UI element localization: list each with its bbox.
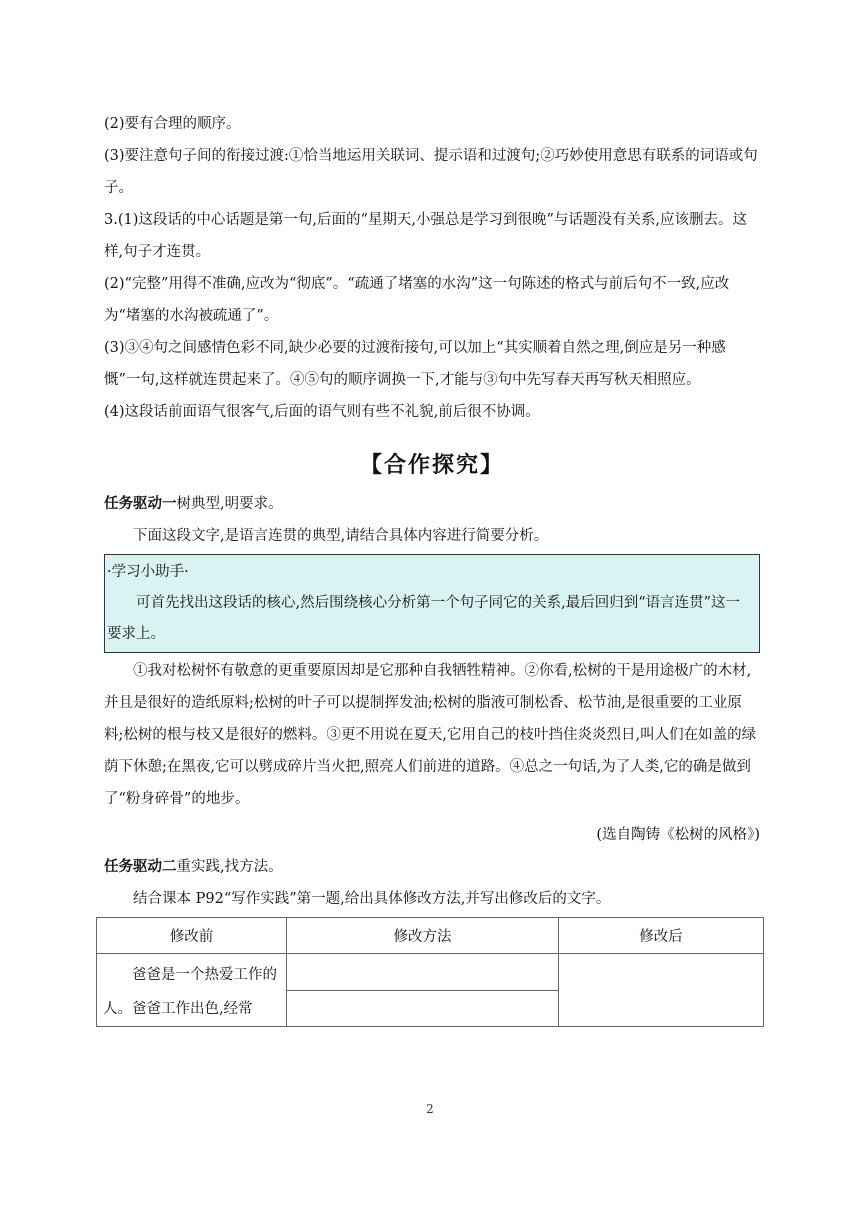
header-before: 修改前: [97, 918, 287, 954]
header-method: 修改方法: [287, 918, 559, 954]
helper-title: ·学习小助手·: [107, 564, 189, 580]
cell-method-2[interactable]: [287, 990, 559, 1027]
cell-method-1[interactable]: [287, 954, 559, 991]
table-row: [97, 954, 764, 991]
revision-table: [96, 917, 764, 1027]
page-content: [104, 108, 760, 1027]
passage-source: (选自陶铸《松树的风格》): [596, 827, 760, 843]
before-text: 爸爸是一个热爱工作的人。爸爸工作出色,经常: [103, 967, 277, 1017]
page-number: 2: [426, 1102, 434, 1116]
task2-label: 任务驱动二: [104, 859, 177, 875]
task2-heading: [104, 851, 760, 883]
answer-line: 3.(1)这段话的中心话题是第一句,后面的“星期天,小强总是学习到很晚”与话题没有关系,应该删去。这样,句子才连贯。: [104, 212, 748, 260]
answers-section: [104, 108, 760, 428]
table-header-row: [97, 918, 764, 954]
answer-line: (3)要注意句子间的衔接过渡:①恰当地运用关联词、提示语和过渡句;②巧妙使用意思有联系的词语或句子。: [104, 148, 758, 196]
answer-line: (2)“完整”用得不准确,应改为“彻底”。“疏通了堵塞的水沟”这一句陈述的格式与前后句不一致,应改为“堵塞的水沟被疏通了”。: [104, 276, 730, 324]
section-title: 【合作探究】: [359, 453, 504, 478]
cell-before: [97, 954, 287, 1027]
task1-heading: [104, 488, 760, 520]
task2-instruction: 结合课本 P92“写作实践”第一题,给出具体修改方法,并写出修改后的文字。: [133, 891, 611, 907]
answer-line: (2)要有合理的顺序。: [104, 116, 241, 132]
cell-after[interactable]: [559, 954, 764, 1027]
helper-text: 可首先找出这段话的核心,然后围绕核心分析第一个句子同它的关系,最后回归到“语言连贯”这一要求上。: [107, 595, 741, 642]
task1-text: 树典型,明要求。: [176, 496, 283, 512]
study-helper-box: [104, 554, 760, 653]
passage: ①我对松树怀有敬意的更重要原因却是它那种自我牺牲精神。②你看,松树的干是用途极广的木材,并且是很好的造纸原料;松树的叶子可以提制挥发油;松树的脂液可制松香、松节油,是很重要的工业原料;松树的根与枝又是很好的燃料。③更不用说在夏天,它用自己的枝叶挡住炎炎烈日,叫人们在如盖的绿荫下休憩;在黑夜,它可以劈成碎片当火把,照亮人们前进的道路。④总之一句话,为了人类,它的确是做到了“粉身碎骨”的地步。: [104, 663, 757, 807]
answer-line: (3)③④句之间感情色彩不同,缺少必要的过渡衔接句,可以加上“其实顺着自然之理,倒应是另一种感慨”一句,这样就连贯起来了。④⑤句的顺序调换一下,才能与③句中先写春天再写秋天相照应。: [104, 340, 726, 388]
answer-line: (4)这段话前面语气很客气,后面的语气则有些不礼貌,前后很不协调。: [104, 404, 540, 420]
header-after: 修改后: [559, 918, 764, 954]
task2-text: 重实践,找方法。: [176, 859, 283, 875]
task1-instruction: 下面这段文字,是语言连贯的典型,请结合具体内容进行简要分析。: [133, 528, 549, 544]
task1-label: 任务驱动一: [104, 496, 177, 512]
